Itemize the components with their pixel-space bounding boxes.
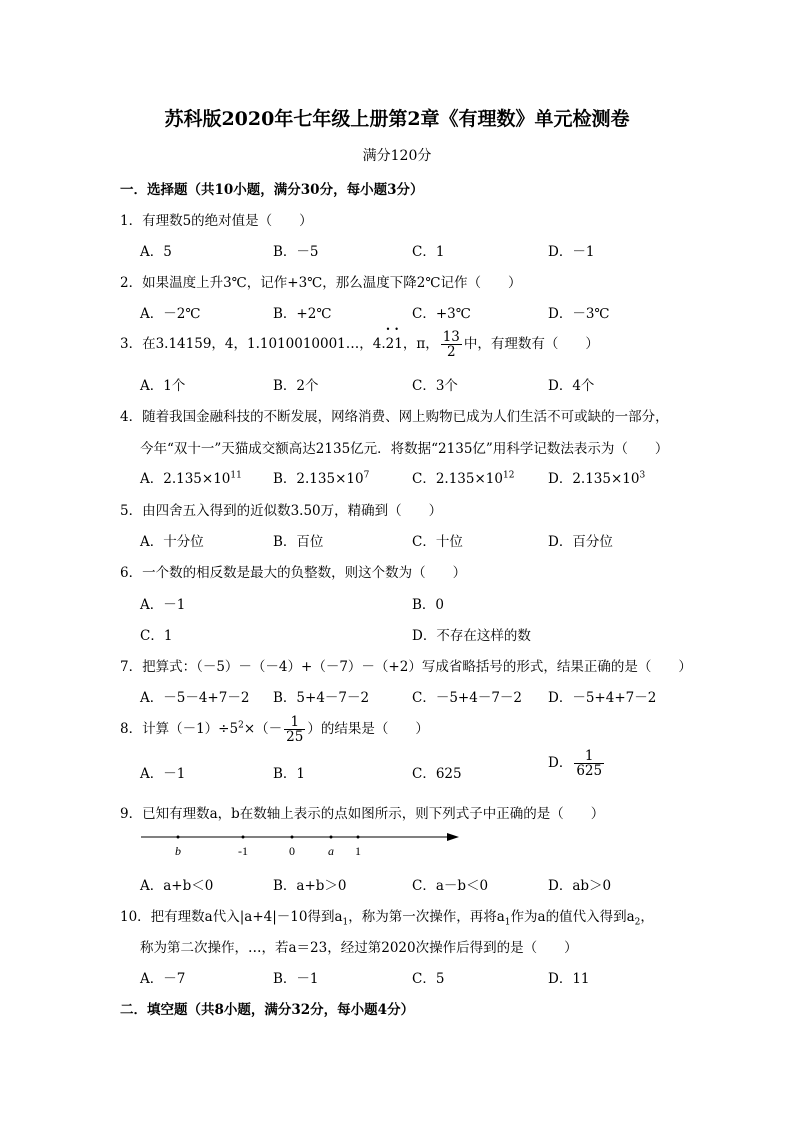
point-a xyxy=(330,836,333,839)
q3-repeating-digit-1: • 2 xyxy=(386,336,395,352)
q3-fraction-numerator: 13 xyxy=(442,329,460,345)
q4-option-a xyxy=(140,467,242,487)
q8-fraction xyxy=(284,715,305,744)
q2-option-a: A．－2℃ xyxy=(140,306,201,322)
q3-repeating-digit-2: • 1 xyxy=(394,336,403,352)
section-choice-heading: 一．选择题（共10小题，满分30分，每小题3分） xyxy=(120,182,424,198)
q3-stem-part-a: 3．在3.14159，4，1.1010010001…，4. xyxy=(120,336,386,353)
q8-exponent: 2 xyxy=(238,720,244,731)
label-minus-1: -1 xyxy=(238,844,248,858)
q10-sub-2: 1 xyxy=(504,917,511,928)
q3-option-d: D．4个 xyxy=(548,378,595,394)
q4-option-d-exponent: 3 xyxy=(639,470,646,481)
q7-option-c: C．－5+4－7－2 xyxy=(412,690,522,706)
q10-part-b: ，称为第一次操作，再将a xyxy=(348,909,505,925)
number-line-figure xyxy=(135,826,465,860)
q8-option-d-fraction xyxy=(574,749,604,778)
question-8-stem xyxy=(120,715,429,744)
q4-option-b xyxy=(273,467,369,487)
question-7-stem: 7．把算式：（－5）－（－4）+（－7）－（+2）写成省略括号的形式，结果正确的是（ ） xyxy=(120,659,692,675)
q7-option-b: B．5+4－7－2 xyxy=(273,690,370,706)
question-6-stem: 6．一个数的相反数是最大的负整数，则这个数为（ ） xyxy=(120,565,467,581)
q6-option-d: D．不存在这样的数 xyxy=(412,628,531,644)
point-minus-1 xyxy=(242,836,245,839)
q5-option-c: C．十位 xyxy=(412,534,463,550)
q8-option-b: B．1 xyxy=(273,766,306,782)
q2-option-b: B．+2℃ xyxy=(273,306,332,322)
point-0 xyxy=(291,836,294,839)
point-1 xyxy=(357,836,360,839)
q3-option-b: B．2个 xyxy=(273,378,319,394)
q2-option-c: C．+3℃ xyxy=(412,306,471,322)
q8-option-d xyxy=(548,749,606,778)
q8-fraction-numerator: 1 xyxy=(284,715,305,730)
q1-option-b: B．－5 xyxy=(273,244,319,260)
q10-option-c: C．5 xyxy=(412,971,445,987)
q8-stem-part-b: ×（－ xyxy=(243,721,283,738)
q9-option-b: B．a+b＞0 xyxy=(273,878,347,894)
q4-option-d-base: D．2.135×10 xyxy=(548,471,640,487)
question-5-stem: 5．由四舍五入得到的近似数3.50万，精确到（ ） xyxy=(120,503,443,519)
q10-part-d: ， xyxy=(640,909,654,925)
question-3-stem xyxy=(120,330,599,359)
q8-stem-part-c: ）的结果是（ ） xyxy=(307,721,429,738)
q3-fraction-denominator: 2 xyxy=(447,344,456,361)
q6-option-c: C．1 xyxy=(140,628,173,644)
q4-option-a-exponent: 11 xyxy=(230,470,242,481)
q10-part-c: 作为a的值代入得到a xyxy=(510,909,635,925)
q8-option-a: A．－1 xyxy=(140,766,186,782)
question-4-line-1: 4．随着我国金融科技的不断发展，网络消费、网上购物已成为人们生活不可或缺的一部分， xyxy=(120,409,669,425)
q5-option-b: B．百位 xyxy=(273,534,324,550)
question-4-line-2: 今年“双十一”天猫成交额高达2135亿元．将数据“2135亿”用科学记数法表示为（ ） xyxy=(140,441,669,457)
q10-option-a: A．－7 xyxy=(140,971,186,987)
q10-option-b: B．－1 xyxy=(273,971,319,987)
point-b xyxy=(177,836,180,839)
q3-fraction xyxy=(441,330,462,359)
q1-option-a: A．5 xyxy=(140,244,172,260)
q9-option-a: A．a+b＜0 xyxy=(140,878,214,894)
section-fill-heading: 二．填空题（共8小题，满分32分，每小题4分） xyxy=(120,1002,415,1018)
q10-sub-3: 2 xyxy=(634,917,641,928)
question-1-stem: 1．有理数5的绝对值是（ ） xyxy=(120,213,313,229)
page-title: 苏科版2020年七年级上册第2章《有理数》单元检测卷 xyxy=(164,108,630,130)
q8-option-c: C．625 xyxy=(412,766,462,782)
q6-option-a: A．－1 xyxy=(140,597,186,613)
q4-option-b-exponent: 7 xyxy=(363,470,370,481)
q4-option-c-exponent: 12 xyxy=(502,470,515,481)
question-10-line-1 xyxy=(120,905,654,928)
question-10-line-2: 称为第二次操作，…，若a＝23，经过第2020次操作后得到的是（ ） xyxy=(140,940,578,956)
q9-option-d: D．ab＞0 xyxy=(548,878,612,894)
q8-fraction-denominator: 25 xyxy=(286,729,304,746)
q1-option-d: D．－1 xyxy=(548,244,595,260)
q7-option-d: D．－5+4+7－2 xyxy=(548,690,657,706)
arrow-icon xyxy=(447,833,459,841)
q5-option-a: A．十分位 xyxy=(140,534,204,550)
q4-option-d xyxy=(548,467,645,487)
q3-stem-part-c: 中，有理数有（ ） xyxy=(463,336,599,353)
question-2-stem: 2．如果温度上升3℃，记作+3℃，那么温度下降2℃记作（ ） xyxy=(120,275,522,291)
q7-option-a: A．－5－4+7－2 xyxy=(140,690,250,706)
full-score: 满分120分 xyxy=(362,148,432,164)
q8-option-d-label: D． xyxy=(548,755,573,772)
q10-part-a: 10．把有理数a代入|a+4|－10得到a xyxy=(120,909,343,925)
q10-option-d: D．11 xyxy=(548,971,590,987)
q1-option-c: C．1 xyxy=(412,244,445,260)
q8-option-d-denominator: 625 xyxy=(576,763,603,780)
q4-option-a-base: A．2.135×10 xyxy=(140,471,231,487)
label-0: 0 xyxy=(289,844,295,858)
q4-option-c-base: C．2.135×10 xyxy=(412,471,503,487)
q3-option-c: C．3个 xyxy=(412,378,458,394)
label-b: b xyxy=(175,844,181,858)
q4-option-c xyxy=(412,467,514,487)
q5-option-d: D．百分位 xyxy=(548,534,613,550)
question-9-stem: 9．已知有理数a，b在数轴上表示的点如图所示，则下列式子中正确的是（ ） xyxy=(120,806,605,822)
q2-option-d: D．－3℃ xyxy=(548,306,610,322)
q3-stem-part-b: ，π， xyxy=(402,336,439,353)
label-1: 1 xyxy=(355,844,361,858)
q9-option-c: C．a－b＜0 xyxy=(412,878,489,894)
q6-option-b: B．0 xyxy=(412,597,445,613)
q3-option-a: A．1个 xyxy=(140,378,186,394)
q4-option-b-base: B．2.135×10 xyxy=(273,471,364,487)
label-a: a xyxy=(328,844,334,858)
q8-option-d-numerator: 1 xyxy=(574,749,604,764)
q8-stem-part-a: 8．计算（－1）÷5 xyxy=(120,721,239,738)
q10-sub-1: 1 xyxy=(342,917,349,928)
